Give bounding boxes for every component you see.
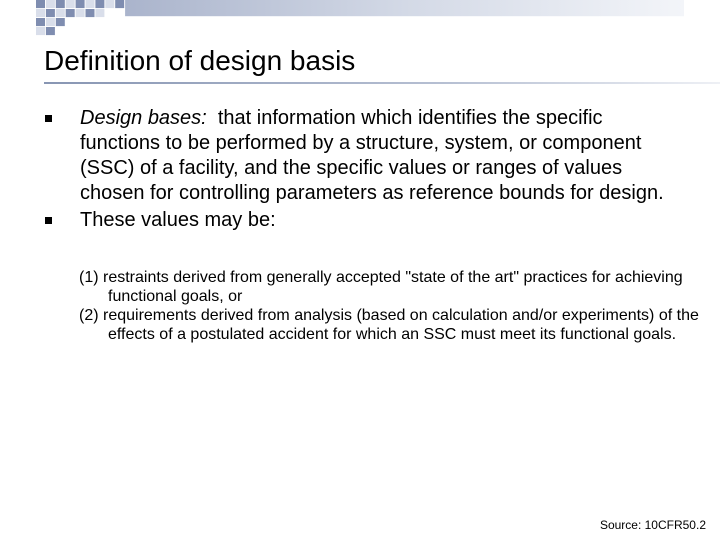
source-citation: Source: 10CFR50.2: [599, 518, 706, 532]
bullet-item-definition: [44, 106, 684, 206]
bullet-list: [44, 106, 684, 233]
bullet-text: These values may be:: [80, 209, 276, 231]
bullet-item-values: [44, 208, 684, 233]
slide-title: Definition of design basis: [44, 45, 356, 76]
sub-list: [79, 268, 699, 344]
title-underline: [44, 82, 720, 84]
bullet-text: that information which identifies the specific functions to be performed by a structure, system, or component (SSC) of a facility, and the specific values or ranges of values chosen for controlling parameters as reference bounds for design.: [80, 107, 664, 204]
square-bullet-icon: [45, 217, 52, 224]
header-decoration: [0, 0, 720, 36]
square-bullet-icon: [45, 115, 52, 122]
header-strip: [125, 0, 684, 16]
checker-grid: [36, 0, 124, 35]
bullet-term: Design bases:: [80, 107, 207, 129]
sub-item-requirements: (2) requirements derived from analysis (based on calculation and/or experiments) of the effects of a postulated accident for which an SSC must meet its functional goals.: [79, 307, 699, 343]
sub-item-restraints: (1) restraints derived from generally accepted "state of the art" practices for achieving functional goals, or: [79, 269, 683, 305]
